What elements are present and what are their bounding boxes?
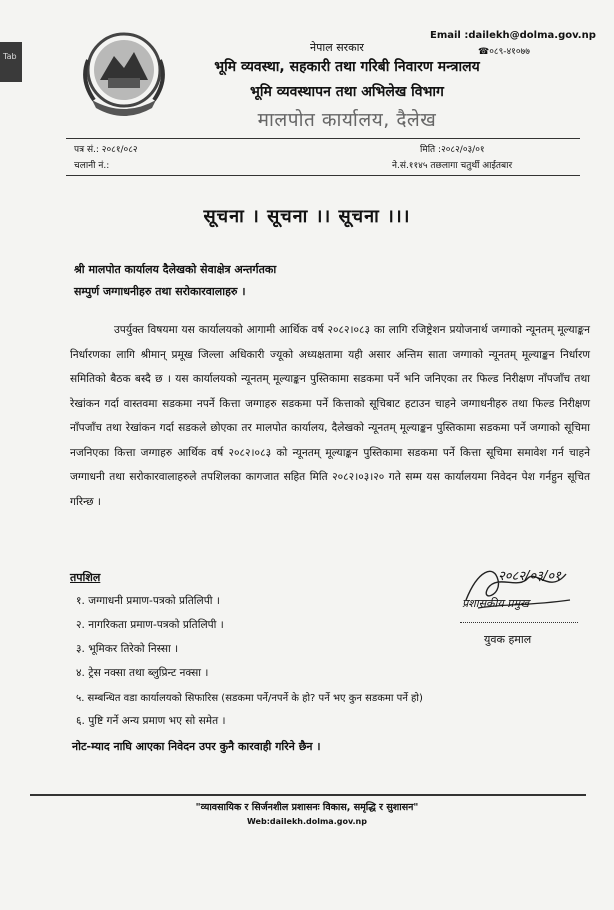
- list-item: ४. ट्रेस नक्सा तथा ब्लुप्रिन्ट नक्सा ।: [76, 667, 209, 679]
- list-item: ६. पुष्टि गर्ने अन्य प्रमाण भए सो समेत ।: [76, 715, 226, 727]
- gov-name: नेपाल सरकार: [310, 41, 364, 54]
- list-item: २. नागरिकता प्रमाण-पत्रको प्रतिलिपी ।: [76, 619, 224, 631]
- nepal-sambat-date: ने.सं.११४५ तछलागा चतुर्थी आईतबार: [392, 161, 513, 171]
- dispatch-number: चलानी नं.:: [74, 161, 110, 171]
- phone-text: ☎०८९-४१०७७: [478, 47, 530, 57]
- list-item: ३. भूमिकर तिरेको निस्सा ।: [76, 643, 179, 655]
- letter-date: मिति :२०८२/०३/०१: [420, 145, 485, 155]
- email-text: Email :dailekh@dolma.gov.np: [430, 30, 596, 41]
- side-tab: [0, 42, 22, 82]
- footer-slogan: "व्यावसायिक र सिर्जनशील प्रशासनः विकास, समृद्धि र सुशासन": [195, 802, 419, 813]
- footer-web: Web:dailekh.dolma.gov.np: [247, 817, 367, 826]
- tab-label: Tab: [3, 52, 17, 61]
- list-item: १. जग्गाधनी प्रमाण-पत्रको प्रतिलिपी ।: [76, 595, 220, 607]
- deadline-note: नोट-म्याद नाघि आएका निवेदन उपर कुनै कारवाही गरिने छैन ।: [72, 740, 321, 753]
- address-line-2: सम्पुर्ण जग्गाधनीहरु तथा सरोकारवालाहरु ।: [74, 285, 246, 298]
- header-rule: [66, 138, 580, 139]
- signature-line: [460, 622, 578, 623]
- office-name: मालपोत कार्यालय, दैलेख: [257, 109, 437, 131]
- notice-title: सूचना । सूचना ।। सूचना ।।।: [203, 206, 411, 227]
- department-name: भूमि व्यवस्थापन तथा अभिलेख विभाग: [250, 84, 444, 100]
- notice-body: उपर्युक्त विषयमा यस कार्यालयको आगामी आर्थिक वर्ष २०८२।०८३ का लागि रजिष्ट्रेशन प्रयोजनार्थ जग्गाको न्यूनतम् मूल्याङ्कन निर्धारणका लागि श्रीमान् प्रमूख जिल्ला अधिकारी ज्यूको अध्यक्षतामा यही असार अन्तिम साता जग्गाको न्यूनतम् मूल्याङ्कन निर्धारण समितिको बैठक बस्दै छ । यस कार्यालयको न्यूनतम् मूल्याङ्कन पुस्तिकामा सडकमा पर्ने भनि जनिएका तर फिल्ड निरीक्षण नाँपजाँच तथा रेखांकन गर्दा वास्तवमा सडकमा नपर्ने कित्ता जग्गाहरु सडकमा पर्ने कित्ताको सूचिबाट हटाउन चाहने जग्गाधनीहरु तथा फिल्ड निरीक्षण नाँपजाँच तथा रेखांकन गर्दा सडकले छोएका तर मालपोत कार्यालय, दैलेखको न्यूनतम् मूल्याङ्कन पुस्तिकामा सडकमा पर्ने जग्गाको सूचिमा नजनिएका कित्ता जग्गाहरु आर्थिक वर्ष २०८२।०८३ को न्यूनतम् मूल्याङ्कन पुस्तिकामा सडकमा पर्ने कित्ता सूचिमा समावेश गर्न चाहने जग्गाधनी तथा सरोकारवालाहरुले तपशिलका कागजात सहित मिति २०८२।०३।२० गते सम्म यस कार्यालयमा निवेदन पेश गर्नहुन सूचित गरिन्छ ।: [70, 324, 590, 508]
- footer-rule: [30, 794, 586, 796]
- tapashil-heading: तपशिल: [70, 571, 101, 584]
- ministry-name: भूमि व्यवस्था, सहकारी तथा गरिबी निवारण मन्त्रालय: [214, 59, 480, 75]
- letter-number: पत्र सं.: २०८१/०८२: [74, 145, 138, 155]
- signatory-name: युवक हमाल: [484, 633, 532, 646]
- list-item: ५. सम्बन्धित वडा कार्यालयको सिफारिस (सडकमा पर्ने/नपर्ने के हो? पर्ने भए कुन सडकमा पर्ने हो): [76, 693, 423, 704]
- meta-rule: [66, 175, 580, 176]
- signature-date: २०८२/०३/०१: [498, 569, 561, 584]
- address-line-1: श्री मालपोत कार्यालय दैलेखको सेवाक्षेत्र अन्तर्गतका: [74, 263, 277, 276]
- signature-title: प्रशासकीय प्रमुख: [462, 597, 530, 610]
